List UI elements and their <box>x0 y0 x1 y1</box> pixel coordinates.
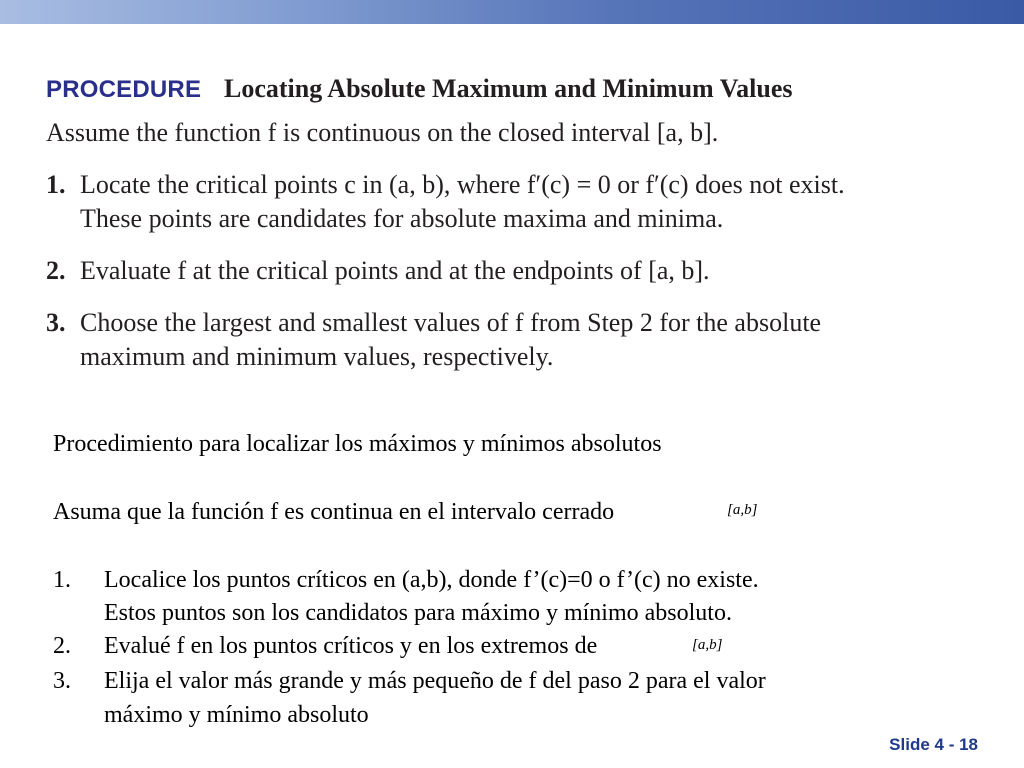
step-1-line-2: These points are candidates for absolute maxima and minima. <box>80 204 724 233</box>
es-step-3-number: 3. <box>53 668 71 694</box>
es-step-2-number: 2. <box>53 633 71 659</box>
es-step-2-line-1: Evalué f en los puntos críticos y en los extremos de <box>104 633 598 659</box>
step-3-line-2: maximum and minimum values, respectively. <box>80 342 554 371</box>
procedure-title: Locating Absolute Maximum and Minimum Values <box>224 74 793 103</box>
step-2-number: 2. <box>46 256 66 285</box>
spanish-title: Procedimiento para localizar los máximos y mínimos absolutos <box>53 431 662 457</box>
step-1-number: 1. <box>46 170 66 199</box>
step-3-line-1: Choose the largest and smallest values of f from Step 2 for the absolute <box>80 308 822 337</box>
step-1-line-1: Locate the critical points c in (a, b), where f′(c) = 0 or f′(c) does not exist. <box>80 170 845 199</box>
es-step-2-interval: [a,b] <box>692 637 723 653</box>
procedure-intro: Assume the function f is continuous on the closed interval [a, b]. <box>46 118 719 147</box>
spanish-intro-interval: [a,b] <box>727 502 758 518</box>
es-step-1-line-2: Estos puntos son los candidatos para máximo y mínimo absoluto. <box>104 600 732 626</box>
step-2-line-1: Evaluate f at the critical points and at the endpoints of [a, b]. <box>80 256 710 285</box>
es-step-3-line-2: máximo y mínimo absoluto <box>104 702 369 728</box>
es-step-3-line-1: Elija el valor más grande y más pequeño de f del paso 2 para el valor <box>104 668 766 694</box>
spanish-intro: Asuma que la función f es continua en el intervalo cerrado <box>53 499 615 525</box>
step-3-number: 3. <box>46 308 66 337</box>
procedure-header <box>46 74 986 110</box>
top-banner-bar <box>0 0 1024 24</box>
slide-number-label: Slide 4 - 18 <box>889 735 978 754</box>
procedure-tag: PROCEDURE <box>46 76 202 103</box>
es-step-1-line-1: Localice los puntos críticos en (a,b), donde f’(c)=0 o f’(c) no existe. <box>104 567 759 593</box>
es-step-1-number: 1. <box>53 567 71 593</box>
